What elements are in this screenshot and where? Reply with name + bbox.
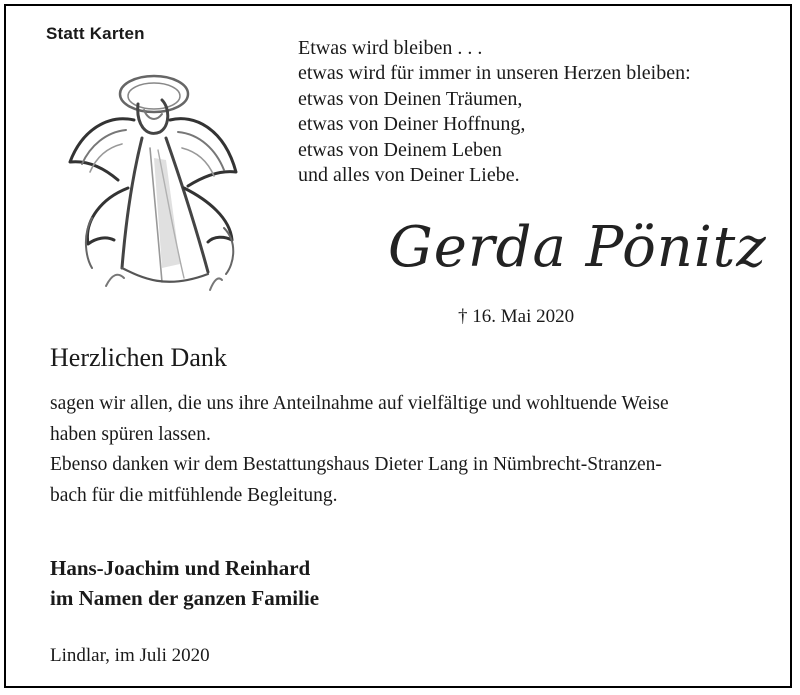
thanks-line: bach für die mitfühlende Begleitung.	[50, 484, 338, 506]
signers	[50, 553, 319, 613]
header-label: Statt Karten	[46, 24, 145, 43]
poem-line: Etwas wird bleiben . . .	[298, 37, 483, 59]
poem-line: etwas wird für immer in unseren Herzen bleiben:	[298, 62, 691, 85]
poem-line: etwas von Deinem Leben	[298, 138, 502, 161]
thanks-text	[50, 389, 780, 511]
thanks-line: haben spüren lassen.	[50, 423, 211, 445]
thanks-line: Ebenso danken wir dem Bestattungshaus Dieter Lang in Nümbrecht-Stranzen-	[50, 454, 662, 475]
death-date: † 16. Mai 2020	[458, 306, 575, 327]
poem-line: etwas von Deiner Hoffnung,	[298, 113, 526, 136]
signer-line: Hans-Joachim und Reinhard	[50, 556, 311, 580]
signer-line: im Namen der ganzen Familie	[50, 586, 320, 610]
angel-icon	[62, 68, 252, 300]
poem	[298, 36, 691, 188]
thanks-title: Herzlichen Dank	[50, 343, 227, 372]
poem-line: etwas von Deinen Träumen,	[298, 87, 523, 110]
place-date: Lindlar, im Juli 2020	[50, 645, 210, 666]
thanks-line: sagen wir allen, die uns ihre Anteilnahme auf vielfältige und wohltuende Weise	[50, 393, 669, 414]
poem-line: und alles von Deiner Liebe.	[298, 164, 520, 187]
deceased-name: Gerda Pönitz	[388, 215, 767, 280]
